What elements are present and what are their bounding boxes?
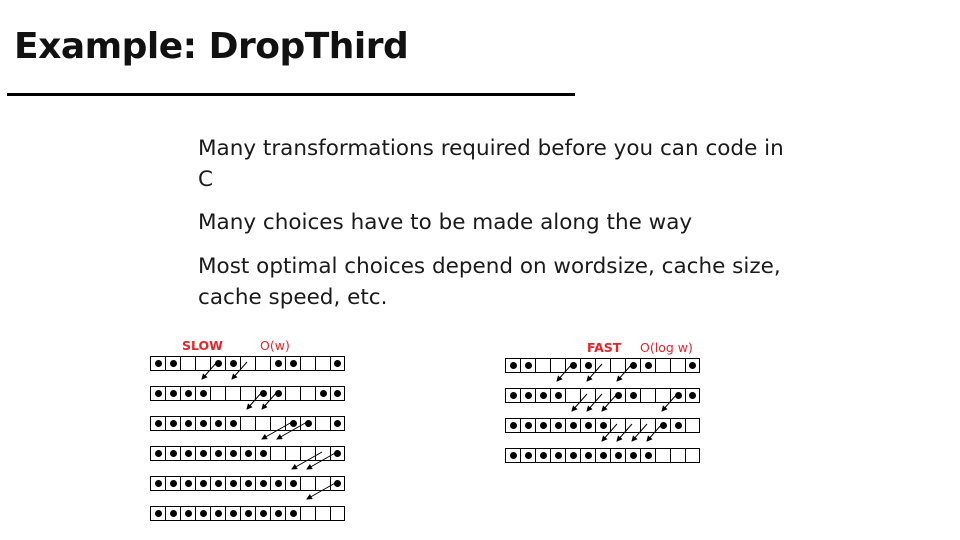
bit-cell-filled bbox=[520, 358, 535, 373]
bit-cell-empty bbox=[655, 448, 670, 463]
bit-cell-filled bbox=[210, 416, 225, 431]
bit-cell-empty bbox=[655, 388, 670, 403]
bit-cell-empty bbox=[300, 476, 315, 491]
bit-cell-empty bbox=[240, 386, 255, 401]
diagram-slow-rows bbox=[150, 356, 345, 521]
bit-cell-filled bbox=[625, 448, 640, 463]
page-title: Example: DropThird bbox=[14, 26, 409, 67]
bit-cell-filled bbox=[580, 448, 595, 463]
bit-cell-filled bbox=[535, 448, 550, 463]
bit-cell-filled bbox=[300, 416, 315, 431]
bit-cell-filled bbox=[180, 446, 195, 461]
bit-row bbox=[505, 418, 700, 433]
bit-cell-filled bbox=[565, 418, 580, 433]
bit-cell-filled bbox=[685, 388, 700, 403]
bit-cell-filled bbox=[255, 386, 270, 401]
bit-row bbox=[150, 416, 345, 431]
bit-cell-filled bbox=[240, 506, 255, 521]
bit-cell-filled bbox=[285, 416, 300, 431]
bit-cell-filled bbox=[150, 476, 165, 491]
bit-cell-empty bbox=[180, 356, 195, 371]
bit-cell-filled bbox=[315, 386, 330, 401]
bit-cell-filled bbox=[330, 356, 345, 371]
diagram-fast-complexity: O(log w) bbox=[640, 340, 693, 355]
bit-cell-filled bbox=[625, 388, 640, 403]
bit-row bbox=[505, 358, 700, 373]
bit-cell-filled bbox=[165, 476, 180, 491]
bit-cell-filled bbox=[150, 386, 165, 401]
bit-cell-empty bbox=[255, 416, 270, 431]
bit-cell-filled bbox=[640, 448, 655, 463]
bit-cell-filled bbox=[580, 358, 595, 373]
bit-cell-filled bbox=[670, 418, 685, 433]
bit-cell-empty bbox=[300, 386, 315, 401]
bit-cell-filled bbox=[520, 388, 535, 403]
bit-cell-filled bbox=[535, 388, 550, 403]
bit-cell-filled bbox=[270, 386, 285, 401]
bit-cell-filled bbox=[285, 356, 300, 371]
list-item: Most optimal choices depend on wordsize, cache size, cache speed, etc. bbox=[198, 253, 781, 310]
bit-cell-filled bbox=[195, 506, 210, 521]
bit-cell-filled bbox=[255, 446, 270, 461]
bit-cell-empty bbox=[270, 446, 285, 461]
bit-cell-filled bbox=[150, 416, 165, 431]
bit-cell-filled bbox=[270, 356, 285, 371]
bit-row bbox=[150, 356, 345, 371]
bit-cell-empty bbox=[255, 356, 270, 371]
bit-cell-empty bbox=[315, 446, 330, 461]
bit-cell-filled bbox=[225, 356, 240, 371]
bit-cell-filled bbox=[330, 476, 345, 491]
bit-cell-filled bbox=[255, 476, 270, 491]
bit-cell-filled bbox=[225, 446, 240, 461]
bit-row bbox=[150, 506, 345, 521]
bit-cell-empty bbox=[300, 446, 315, 461]
diagram-slow-label: SLOW bbox=[182, 338, 223, 353]
bit-cell-empty bbox=[240, 356, 255, 371]
title-divider bbox=[7, 93, 575, 96]
bit-cell-filled bbox=[195, 416, 210, 431]
bit-cell-filled bbox=[285, 506, 300, 521]
diagram-fast bbox=[505, 340, 700, 463]
bit-cell-empty bbox=[640, 418, 655, 433]
bit-cell-filled bbox=[270, 476, 285, 491]
bit-cell-empty bbox=[670, 358, 685, 373]
diagram-slow bbox=[150, 338, 345, 521]
list-item: Many choices have to be made along the way bbox=[198, 210, 693, 236]
bit-cell-empty bbox=[580, 388, 595, 403]
bit-cell-filled bbox=[595, 418, 610, 433]
bit-row bbox=[150, 476, 345, 491]
bit-cell-empty bbox=[210, 386, 225, 401]
bit-cell-filled bbox=[180, 386, 195, 401]
diagram-fast-rows bbox=[505, 358, 700, 463]
bit-cell-filled bbox=[195, 386, 210, 401]
bit-cell-empty bbox=[595, 358, 610, 373]
bit-cell-empty bbox=[625, 418, 640, 433]
bit-cell-filled bbox=[210, 356, 225, 371]
bit-cell-filled bbox=[330, 416, 345, 431]
bit-cell-filled bbox=[505, 418, 520, 433]
bit-cell-filled bbox=[610, 448, 625, 463]
diagram-slow-complexity: O(w) bbox=[260, 338, 290, 353]
bit-cell-filled bbox=[520, 448, 535, 463]
bit-cell-filled bbox=[180, 416, 195, 431]
bit-cell-empty bbox=[315, 506, 330, 521]
bit-cell-empty bbox=[565, 388, 580, 403]
bit-cell-filled bbox=[240, 446, 255, 461]
bit-row bbox=[505, 448, 700, 463]
list-item: Many transformations required before you can code in C bbox=[198, 136, 784, 193]
bit-cell-filled bbox=[550, 418, 565, 433]
bit-cell-empty bbox=[270, 416, 285, 431]
bit-cell-filled bbox=[505, 388, 520, 403]
bit-cell-filled bbox=[685, 358, 700, 373]
bit-cell-filled bbox=[255, 506, 270, 521]
bit-cell-empty bbox=[330, 506, 345, 521]
diagram-slow-header bbox=[150, 338, 345, 356]
bit-cell-filled bbox=[330, 446, 345, 461]
bit-cell-empty bbox=[610, 418, 625, 433]
bit-cell-empty bbox=[640, 388, 655, 403]
bit-cell-filled bbox=[150, 446, 165, 461]
bit-cell-filled bbox=[240, 476, 255, 491]
bit-row bbox=[150, 386, 345, 401]
bit-cell-filled bbox=[595, 448, 610, 463]
bit-cell-filled bbox=[210, 476, 225, 491]
bit-cell-filled bbox=[270, 506, 285, 521]
bit-cell-filled bbox=[330, 386, 345, 401]
bit-cell-filled bbox=[180, 506, 195, 521]
bit-cell-empty bbox=[285, 446, 300, 461]
bit-cell-empty bbox=[315, 416, 330, 431]
bit-cell-empty bbox=[550, 358, 565, 373]
bit-cell-filled bbox=[225, 476, 240, 491]
diagram-fast-header bbox=[505, 340, 700, 358]
bit-cell-filled bbox=[195, 476, 210, 491]
bit-cell-empty bbox=[195, 356, 210, 371]
bit-cell-empty bbox=[595, 388, 610, 403]
bit-cell-empty bbox=[610, 358, 625, 373]
bit-cell-filled bbox=[225, 416, 240, 431]
bit-cell-empty bbox=[685, 418, 700, 433]
bit-cell-empty bbox=[670, 448, 685, 463]
bit-cell-filled bbox=[550, 388, 565, 403]
bit-cell-filled bbox=[655, 418, 670, 433]
bit-cell-filled bbox=[505, 358, 520, 373]
bit-cell-filled bbox=[150, 506, 165, 521]
bit-cell-filled bbox=[165, 506, 180, 521]
bit-row bbox=[150, 446, 345, 461]
bit-cell-filled bbox=[210, 446, 225, 461]
bit-cell-filled bbox=[195, 446, 210, 461]
bit-cell-filled bbox=[580, 418, 595, 433]
bit-cell-filled bbox=[565, 448, 580, 463]
bit-cell-empty bbox=[285, 386, 300, 401]
bit-cell-empty bbox=[655, 358, 670, 373]
bit-cell-filled bbox=[640, 358, 655, 373]
bit-cell-empty bbox=[300, 506, 315, 521]
bit-cell-filled bbox=[535, 418, 550, 433]
bit-cell-empty bbox=[225, 386, 240, 401]
bit-cell-filled bbox=[225, 506, 240, 521]
bit-cell-filled bbox=[165, 356, 180, 371]
bit-cell-filled bbox=[165, 416, 180, 431]
bit-cell-filled bbox=[505, 448, 520, 463]
diagram-fast-label: FAST bbox=[587, 340, 622, 355]
bit-cell-filled bbox=[625, 358, 640, 373]
bit-cell-filled bbox=[670, 388, 685, 403]
bit-cell-empty bbox=[300, 356, 315, 371]
bit-cell-empty bbox=[315, 476, 330, 491]
bit-cell-filled bbox=[165, 446, 180, 461]
bit-cell-filled bbox=[565, 358, 580, 373]
bit-cell-filled bbox=[285, 476, 300, 491]
bit-cell-filled bbox=[550, 448, 565, 463]
bit-cell-filled bbox=[150, 356, 165, 371]
bit-cell-empty bbox=[240, 416, 255, 431]
bullet-list bbox=[198, 133, 798, 313]
bit-row bbox=[505, 388, 700, 403]
bit-cell-empty bbox=[685, 448, 700, 463]
bit-cell-filled bbox=[520, 418, 535, 433]
bit-cell-empty bbox=[315, 356, 330, 371]
bit-cell-filled bbox=[165, 386, 180, 401]
bit-cell-empty bbox=[535, 358, 550, 373]
bit-cell-filled bbox=[180, 476, 195, 491]
bit-cell-filled bbox=[210, 506, 225, 521]
bit-cell-filled bbox=[610, 388, 625, 403]
